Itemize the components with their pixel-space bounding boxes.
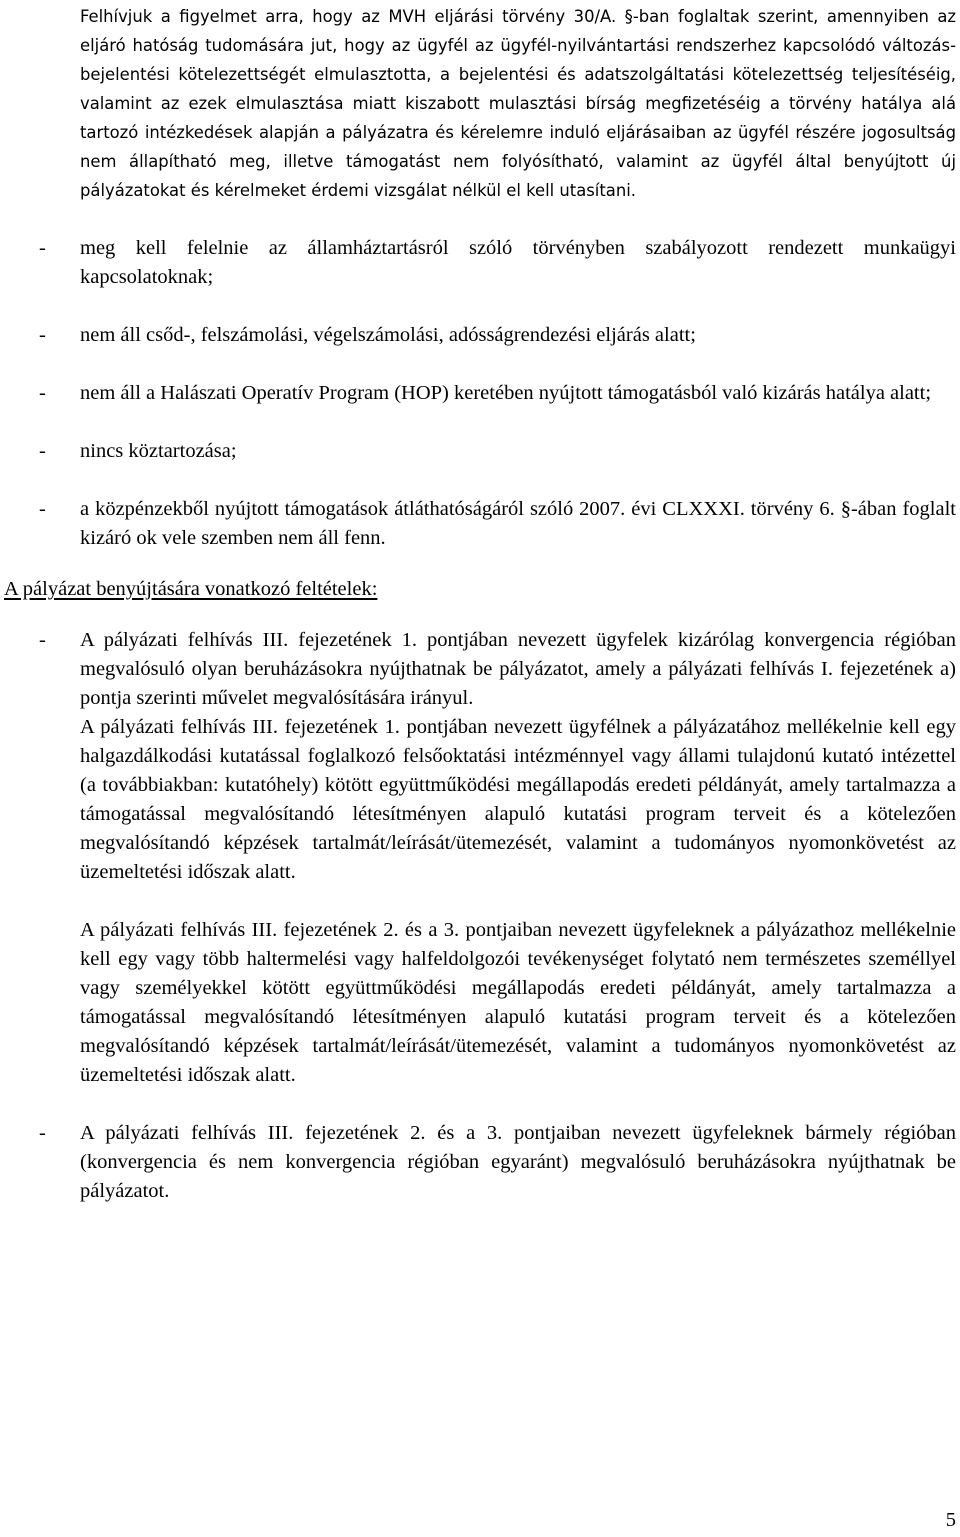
submission-text: A pályázati felhívás III. fejezetének 2. és a 3. pontjaiban nevezett ügyfeleknek bármely régióban (konvergencia és nem konvergencia régióban egyaránt) megvalósuló beruházásokra nyújthatnak be pályázatot.: [80, 1122, 956, 1202]
list-dash: -: [39, 382, 46, 404]
submission-paragraph: A pályázati felhívás III. fejezetének 1. pontjában nevezett ügyfélnek a pályázatához mellékelnie kell egy halgazdálkodási kutatással foglalkozó felsőoktatási intézménnyel vagy állami tulajdonú kutató intézettel (a továbbiakban: kutatóhely) kötött együttműködési megállapodás eredeti példányát, amely tartalmazza a támogatással megvalósítandó létesítményen alapuló kutatási program terveit és a kötelezően megvalósítandó képzések tartalmát/leírását/ütemezését, valamint a tudományos nyomonkövetést az üzemeltetési időszak alatt.: [80, 716, 956, 883]
list-dash: -: [39, 1122, 46, 1144]
submission-paragraph: A pályázati felhívás III. fejezetének 2. és a 3. pontjaiban nevezett ügyfeleknek a pályázathoz mellékelnie kell egy vagy több haltermelési vagy halfeldolgozói tevékenységet folytató nem természetes személlyel vagy személyekkel kötött együttműködési megállapodás eredeti példányát, amely tartalmazza a támogatással megvalósítandó létesítményen alapuló kutatási program terveit és a kötelezően megvalósítandó képzések tartalmát/leírását/ütemezését, valamint a tudományos nyomonkövetést az üzemeltetési időszak alatt.: [80, 919, 956, 1086]
condition-text: nem áll csőd-, felszámolási, végelszámolási, adósságrendezési eljárás alatt;: [80, 324, 696, 346]
list-dash: -: [39, 440, 46, 462]
intro-paragraph: Felhívjuk a figyelmet arra, hogy az MVH eljárási törvény 30/A. §-ban foglaltak szerint, amennyiben az eljáró hatóság tudomására jut, hogy az ügyfél az ügyfél-nyilvántartási rendszerhez kapcsolódó változás-bejelentési kötelezettségét elmulasztotta, a bejelentési és adatszolgáltatási kötelezettség teljesítéséig, valamint az ezek elmulasztása miatt kiszabott mulasztási bírság megfizetéséig a törvény hatálya alá tartozó intézkedések alapján a pályázatra és kérelemre induló eljárásaiban az ügyfél részére jogosultság nem állapítható meg, illetve támogatást nem folyósítható, valamint az ügyfél által benyújtott új pályázatokat és kérelmeket érdemi vizsgálat nélkül el kell utasítani.: [80, 7, 956, 200]
submission-text: A pályázati felhívás III. fejezetének 1. pontjában nevezett ügyfelek kizárólag konvergencia régióban megvalósuló olyan beruházásokra nyújthatnak be pályázatot, amely a pályázati felhívás I. fejezetének a) pontja szerinti művelet megvalósítására irányul.: [80, 629, 956, 709]
list-dash: -: [39, 498, 46, 520]
list-dash: -: [39, 629, 46, 651]
conditions-list: [39, 234, 956, 553]
list-dash: -: [39, 237, 46, 259]
document-page: [4, 2, 956, 1206]
submission-item: [39, 626, 956, 713]
condition-text: a közpénzekből nyújtott támogatások átláthatóságáról szóló 2007. évi CLXXXI. törvény 6. §-ában foglalt kizáró ok vele szemben nem áll fenn.: [80, 498, 956, 549]
list-dash: -: [39, 324, 46, 346]
condition-item: [39, 234, 956, 292]
condition-item: [39, 495, 956, 553]
condition-text: meg kell felelnie az államháztartásról szóló törvényben szabályozott rendezett munkaügyi kapcsolatoknak;: [80, 237, 956, 288]
submission-item: [39, 1119, 956, 1206]
condition-text: nem áll a Halászati Operatív Program (HOP) keretében nyújtott támogatásból való kizárás hatálya alatt;: [80, 382, 932, 404]
submission-list: [39, 626, 956, 1206]
condition-item: [39, 321, 956, 350]
page-number: 5: [945, 1509, 956, 1531]
condition-text: nincs köztartozása;: [80, 440, 237, 462]
condition-item: [39, 379, 956, 408]
section-heading: A pályázat benyújtására vonatkozó feltételek:: [4, 578, 378, 600]
condition-item: [39, 437, 956, 466]
